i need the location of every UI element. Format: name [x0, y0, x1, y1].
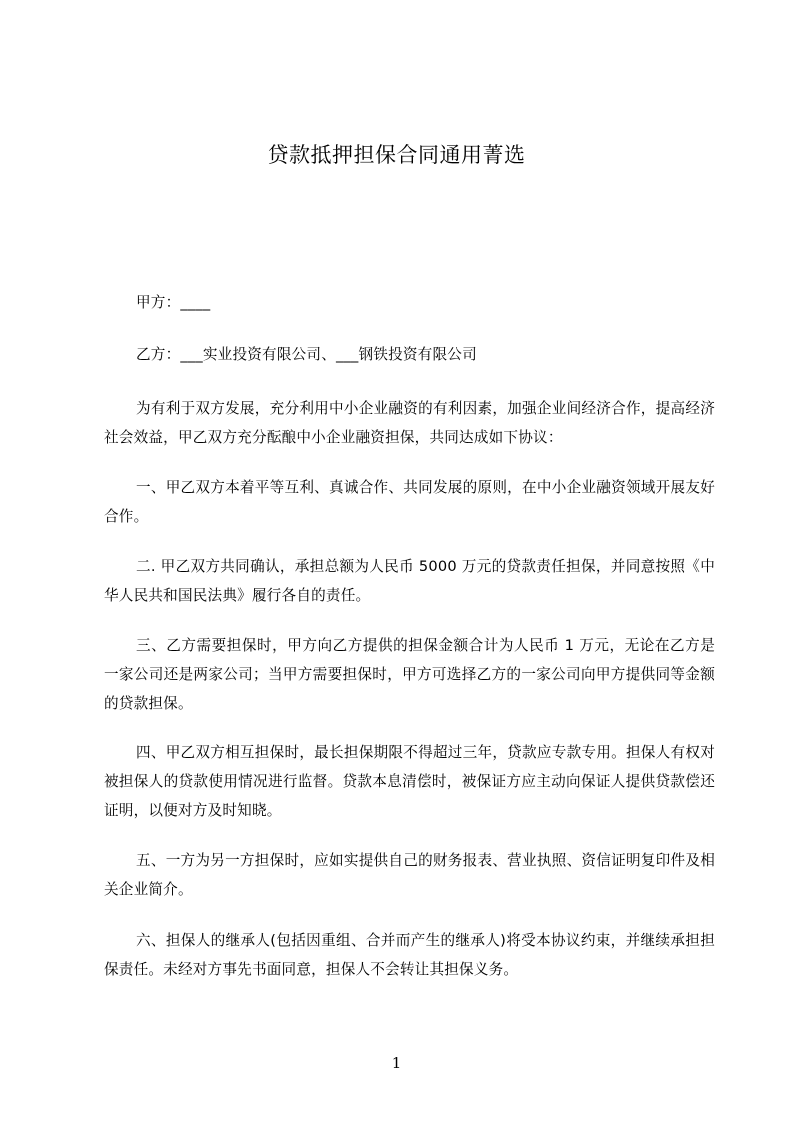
party-a-line: 甲方：____ [136, 294, 211, 311]
clause-6: 六、担保人的继承人(包括因重组、合并而产生的继承人)将受本协议约束，并继续承担担保责任。未经对方事先书面同意，担保人不会转让其担保义务。 [104, 932, 715, 978]
clause-1: 一、甲乙双方本着平等互利、真诚合作、共同发展的原则，在中小企业融资领域开展友好合作。 [104, 479, 715, 525]
document-title: 贷款抵押担保合同通用菁选 [267, 143, 526, 167]
page-number: 1 [391, 1054, 402, 1072]
clause-4: 四、甲乙双方相互担保时，最长担保期限不得超过三年，贷款应专款专用。担保人有权对被担保人的贷款使用情况进行监督。贷款本息清偿时，被保证方应主动向保证人提供贷款偿还证明，以便对方及时知晓。 [104, 744, 715, 819]
party-b-line: 乙方：___实业投资有限公司、___钢铁投资有限公司 [136, 346, 477, 363]
clause-2: 二. 甲乙双方共同确认，承担总额为人民币 5000 万元的贷款责任担保，并同意按照《中华人民共和国民法典》履行各自的责任。 [104, 558, 715, 604]
clause-3: 三、乙方需要担保时，甲方向乙方提供的担保金额合计为人民币 1 万元，无论在乙方是一家公司还是两家公司；当甲方需要担保时，甲方可选择乙方的一家公司向甲方提供同等金额的贷款担保。 [104, 637, 715, 712]
preamble-paragraph: 为有利于双方发展，充分利用中小企业融资的有利因素，加强企业间经济合作，提高经济社会效益，甲乙双方充分酝酿中小企业融资担保，共同达成如下协议： [104, 400, 715, 446]
clause-5: 五、一方为另一方担保时，应如实提供自己的财务报表、营业执照、资信证明复印件及相关企业简介。 [104, 852, 715, 898]
